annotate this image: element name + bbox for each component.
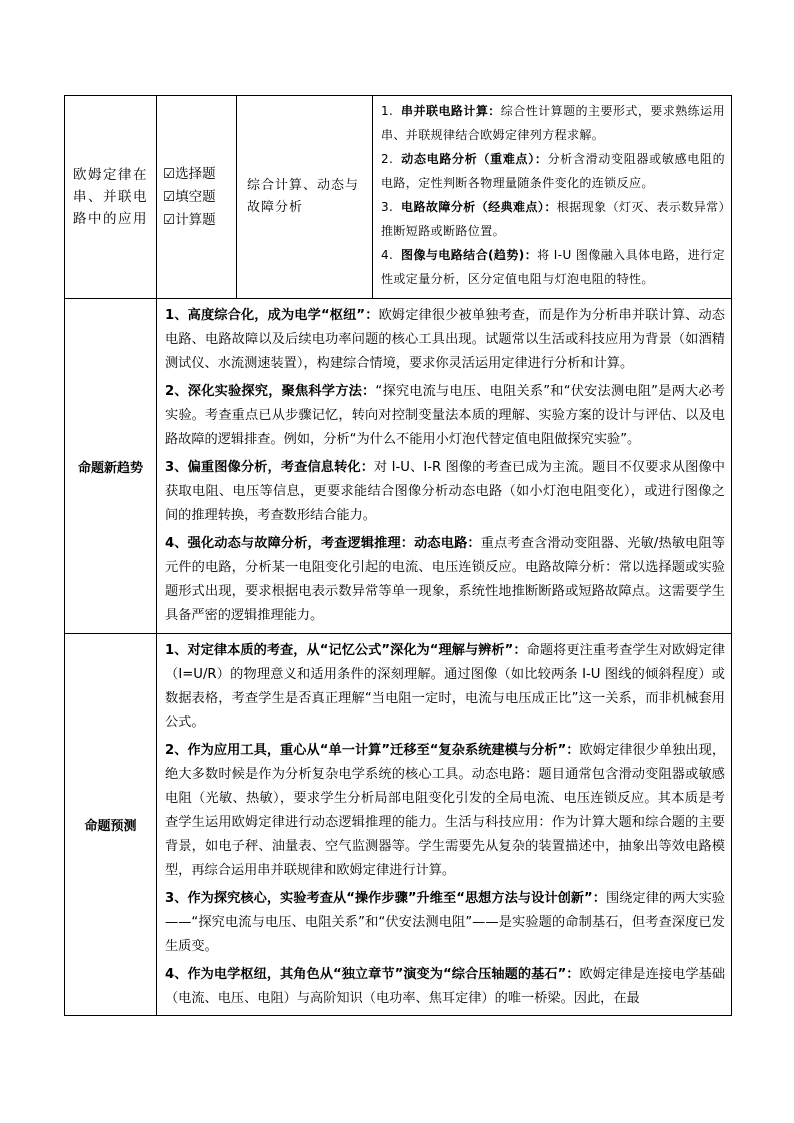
trend-label: 命题新趋势 (77, 460, 143, 476)
key-point: 1. 串并联电路计算：综合性计算题的主要形式，要求熟练运用串、并联规律结合欧姆定律列方程求解。 (381, 104, 726, 142)
key-point: 2. 动态电路分析（重难点）：分析含滑动变阻器或敏感电阻的电路，定性判断各物理量随条件变化的连锁反应。 (381, 152, 725, 190)
analysis-table (64, 95, 732, 1016)
forecast-item: 4、作为电学枢纽，其角色从“独立章节”演变为“综合压轴题的基石”：欧姆定律是连接电学基础（电流、电压、电阻）与高阶知识（电功率、焦耳定律）的唯一桥梁。因此，在最 (165, 967, 726, 1006)
ability-text: 综合计算、动态与故障分析 (247, 178, 360, 215)
key-point: 4. 图像与电路结合(趋势)：将 I-U 图像融入具体电路，进行定性或定量分析，区分定值电阻与灯泡电阻的特性。 (381, 248, 725, 286)
trend-row (65, 299, 732, 634)
forecast-item: 1、对定律本质的考查，从“记忆公式”深化为“理解与辨析”：命题将更注重考查学生对欧姆定律（I=U/R）的物理意义和适用条件的深刻理解。通过图像（如比较两条 I-U 图线的倾斜程度）或数据表格，考查学生是否真正理解“当电阻一定时，电流与电压成正比”这一关系，而非机械套用公式。 (165, 643, 726, 730)
question-types-cell (157, 96, 237, 299)
trend-item: 3、偏重图像分析，考查信息转化：对 I-U、I-R 图像的考查已成为主流。题目不仅要求从图像中获取电阻、电压等信息，更要求能结合图像分析动态电路（如小灯泡电阻变化），或进行图像之间的推理转换，考查数形结合能力。 (165, 460, 725, 523)
key-points-cell (373, 96, 732, 299)
topic-text: 欧姆定律在串、并联电路中的应用 (73, 167, 148, 227)
trend-item: 4、强化动态与故障分析，考查逻辑推理：动态电路：重点考查含滑动变阻器、光敏/热敏电阻等元件的电路，分析某一电阻变化引起的电流、电压连锁反应。电路故障分析：常以选择题或实验题形式出现，要求根据电表示数异常等单一现象，系统性地推断断路或短路故障点。这需要学生具备严密的逻辑推理能力。 (165, 536, 725, 623)
topic-row (65, 96, 732, 299)
trend-body-cell (157, 299, 732, 634)
forecast-item: 2、作为应用工具，重心从“单一计算”迁移至“复杂系统建模与分析”：欧姆定律很少单独出现，绝大多数时候是作为分析复杂电学系统的核心工具。动态电路：题目通常包含滑动变阻器或敏感电阻（光敏、热敏），要求学生分析局部电阻变化引发的全局电流、电压连锁反应。其本质是考查学生运用欧姆定律进行动态逻辑推理的能力。生活与科技应用：作为计算大题和综合题的主要背景，如电子秤、油量表、空气监测器等。学生需要先从复杂的装置描述中，抽象出等效电路模型，再综合运用串并联规律和欧姆定律进行计算。 (165, 743, 726, 878)
ability-cell (237, 96, 373, 299)
forecast-body-cell (157, 634, 732, 1016)
topic-cell (65, 96, 157, 299)
forecast-label-cell (65, 634, 157, 1016)
trend-item: 1、高度综合化，成为电学“枢纽”：欧姆定律很少被单独考查，而是作为分析串并联计算、动态电路、电路故障以及后续电功率问题的核心工具出现。试题常以生活或科技应用为背景（如酒精测试仪、水流测速装置），构建综合情境，要求你灵活运用定律进行分析和计算。 (165, 308, 725, 371)
trend-label-cell (65, 299, 157, 634)
forecast-label: 命题预测 (84, 819, 137, 834)
question-type-fill: ☑填空题 (163, 188, 216, 205)
question-type-calc: ☑计算题 (163, 211, 216, 228)
key-point: 3. 电路故障分析（经典难点）：根据现象（灯灭、表示数异常）推断短路或断路位置。 (381, 200, 726, 238)
forecast-item: 3、作为探究核心，实验考查从“操作步骤”升维至“思想方法与设计创新”：围绕定律的两大实验——“探究电流与电压、电阻关系”和“伏安法测电阻”——是实验题的命制基石，但考查深度已发生质变。 (165, 891, 725, 954)
trend-item: 2、深化实验探究，聚焦科学方法：“探究电流与电压、电阻关系”和“伏安法测电阻”是两大必考实验。考查重点已从步骤记忆，转向对控制变量法本质的理解、实验方案的设计与评估、以及电路故障的逻辑排查。例如，分析“为什么不能用小灯泡代替定值电阻做探究实验”。 (165, 384, 725, 447)
forecast-row (65, 634, 732, 1016)
question-type-choice: ☑选择题 (163, 165, 216, 182)
